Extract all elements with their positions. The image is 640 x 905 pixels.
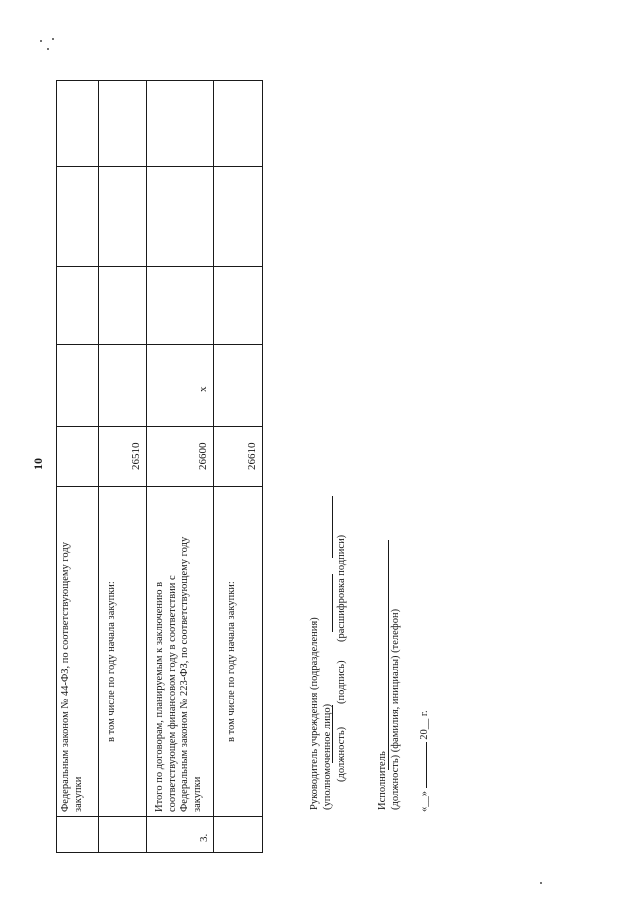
table-row-2-name: в том числе по году начала закупки:	[106, 581, 117, 742]
table-border-bottom	[56, 852, 263, 853]
table-gridline	[56, 816, 263, 817]
scan-speck	[47, 48, 49, 50]
table-gridline	[56, 266, 263, 267]
table-row-4-code: 26610	[246, 442, 258, 470]
signature-blank-line	[332, 705, 333, 763]
table-row-1-name: Федеральным законом № 44-ФЗ, по соответствующему году закупки	[60, 542, 84, 812]
scan-speck	[540, 882, 542, 884]
date-blank	[426, 742, 427, 788]
table-gridline	[146, 80, 147, 853]
table-row-3-col4: x	[197, 386, 209, 392]
head-signature-caption: (подпись)	[336, 660, 347, 704]
head-of-institution: Руководитель учреждения (подразделения) (уполномоченное лицо)	[309, 617, 333, 810]
table-row-3-name: Итого по договорам, планируемым к заключению в соответствующем финансовом году в соответствии с Федеральным законом № 223-ФЗ, по соответствующему году закупки	[154, 536, 203, 812]
table-gridline	[56, 426, 263, 427]
scan-speck	[40, 40, 42, 42]
table-border-right	[262, 80, 263, 853]
table-gridline	[56, 344, 263, 345]
table-row-4-name: в том числе по году начала закупки:	[226, 581, 237, 742]
table-gridline	[213, 80, 214, 853]
table-gridline	[56, 486, 263, 487]
page-number: 10	[31, 458, 45, 470]
signature-blank-line	[332, 574, 333, 632]
head-position-caption: (должность)	[336, 726, 347, 782]
head-signature-decoding-caption: (расшифровка подписи)	[336, 534, 347, 642]
table-row-3-number: 3.	[198, 833, 210, 842]
table-border-top	[56, 80, 263, 81]
scan-speck	[52, 38, 54, 40]
signature-blank-line	[332, 496, 333, 558]
table-border-left	[56, 80, 57, 853]
date-line: «__» 20__ г.	[419, 710, 430, 812]
table-gridline	[98, 80, 99, 853]
executor-blank-line	[388, 540, 389, 770]
executor-block: Исполнитель (должность) (фамилия, инициалы) (телефон)	[377, 608, 401, 810]
table-row-2-code: 26510	[130, 442, 142, 470]
table-gridline	[56, 166, 263, 167]
table-row-3-code: 26600	[197, 442, 209, 470]
